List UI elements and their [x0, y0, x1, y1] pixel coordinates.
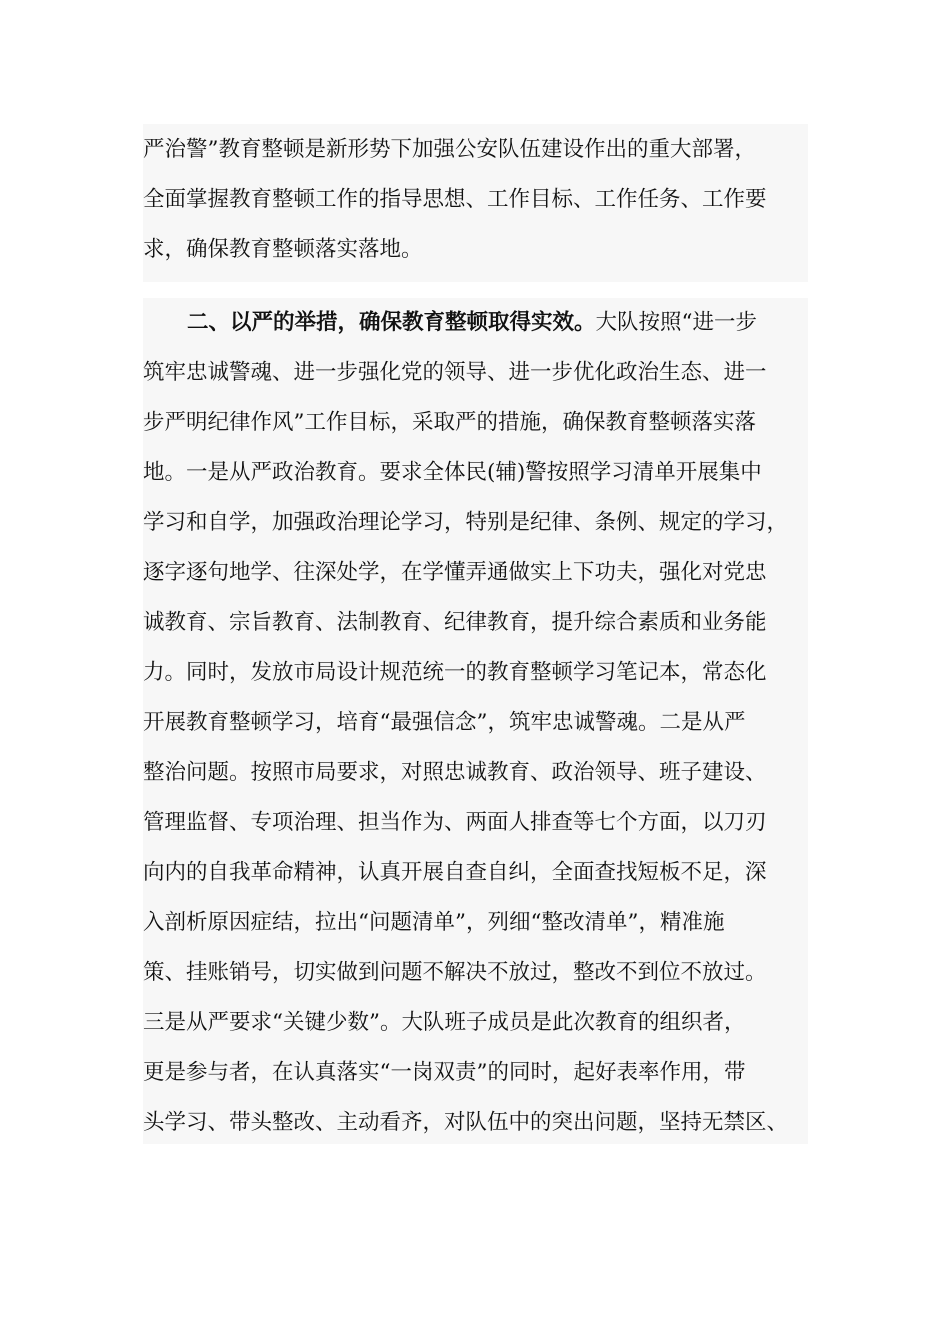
- paragraph-line: 策、挂账销号，切实做到问题不解决不放过，整改不到位不放过。: [143, 960, 767, 985]
- paragraph-line: 更是参与者，在认真落实“一岗双责”的同时，起好表率作用，带: [143, 1060, 746, 1085]
- paragraph-line: 严治警”教育整顿是新形势下加强公安队伍建设作出的重大部署，: [143, 137, 756, 162]
- paragraph-line: 向内的自我革命精神，认真开展自查自纠，全面查找短板不足，深: [143, 860, 767, 885]
- paragraph-line: 头学习、带头整改、主动看齐，对队伍中的突出问题，坚持无禁区、: [143, 1110, 789, 1135]
- paragraph-line: 筑牢忠诚警魂、进一步强化党的领导、进一步优化政治生态、进一: [143, 360, 767, 385]
- paragraph-line: 逐字逐句地学、往深处学，在学懂弄通做实上下功夫，强化对党忠: [143, 560, 767, 585]
- paragraph-line: 诚教育、宗旨教育、法制教育、纪律教育，提升综合素质和业务能: [143, 610, 767, 635]
- paragraph-line: 管理监督、专项治理、担当作为、两面人排查等七个方面，以刀刃: [143, 810, 767, 835]
- paragraph-1: [143, 124, 808, 282]
- paragraph-line: 整治问题。按照市局要求，对照忠诚教育、政治领导、班子建设、: [143, 760, 767, 785]
- paragraph-line: 步严明纪律作风”工作目标，采取严的措施，确保教育整顿落实落: [143, 410, 756, 435]
- paragraph-2: [143, 298, 808, 1144]
- paragraph-line: 入剖析原因症结，拉出“问题清单”，列细“整改清单”，精准施: [143, 910, 725, 935]
- paragraph-line: 求，确保教育整顿落实落地。: [143, 237, 423, 262]
- paragraph-line: 开展教育整顿学习，培育“最强信念”，筑牢忠诚警魂。二是从严: [143, 710, 746, 735]
- paragraph-line: 学习和自学，加强政治理论学习，特别是纪律、条例、规定的学习，: [143, 510, 789, 535]
- paragraph-line: 力。同时，发放市局设计规范统一的教育整顿学习笔记本，常态化: [143, 660, 767, 685]
- paragraph-first-line: [143, 298, 808, 348]
- paragraph-line: 全面掌握教育整顿工作的指导思想、工作目标、工作任务、工作要: [143, 187, 767, 212]
- paragraph-line: 三是从严要求“关键少数”。大队班子成员是此次教育的组织者，: [143, 1010, 746, 1035]
- heading-continuation: 大队按照“进一步: [595, 310, 758, 335]
- paragraph-line: 地。一是从严政治教育。要求全体民(辅)警按照学习清单开展集中: [143, 460, 762, 485]
- section-heading: 二、以严的举措，确保教育整顿取得实效。: [187, 310, 596, 335]
